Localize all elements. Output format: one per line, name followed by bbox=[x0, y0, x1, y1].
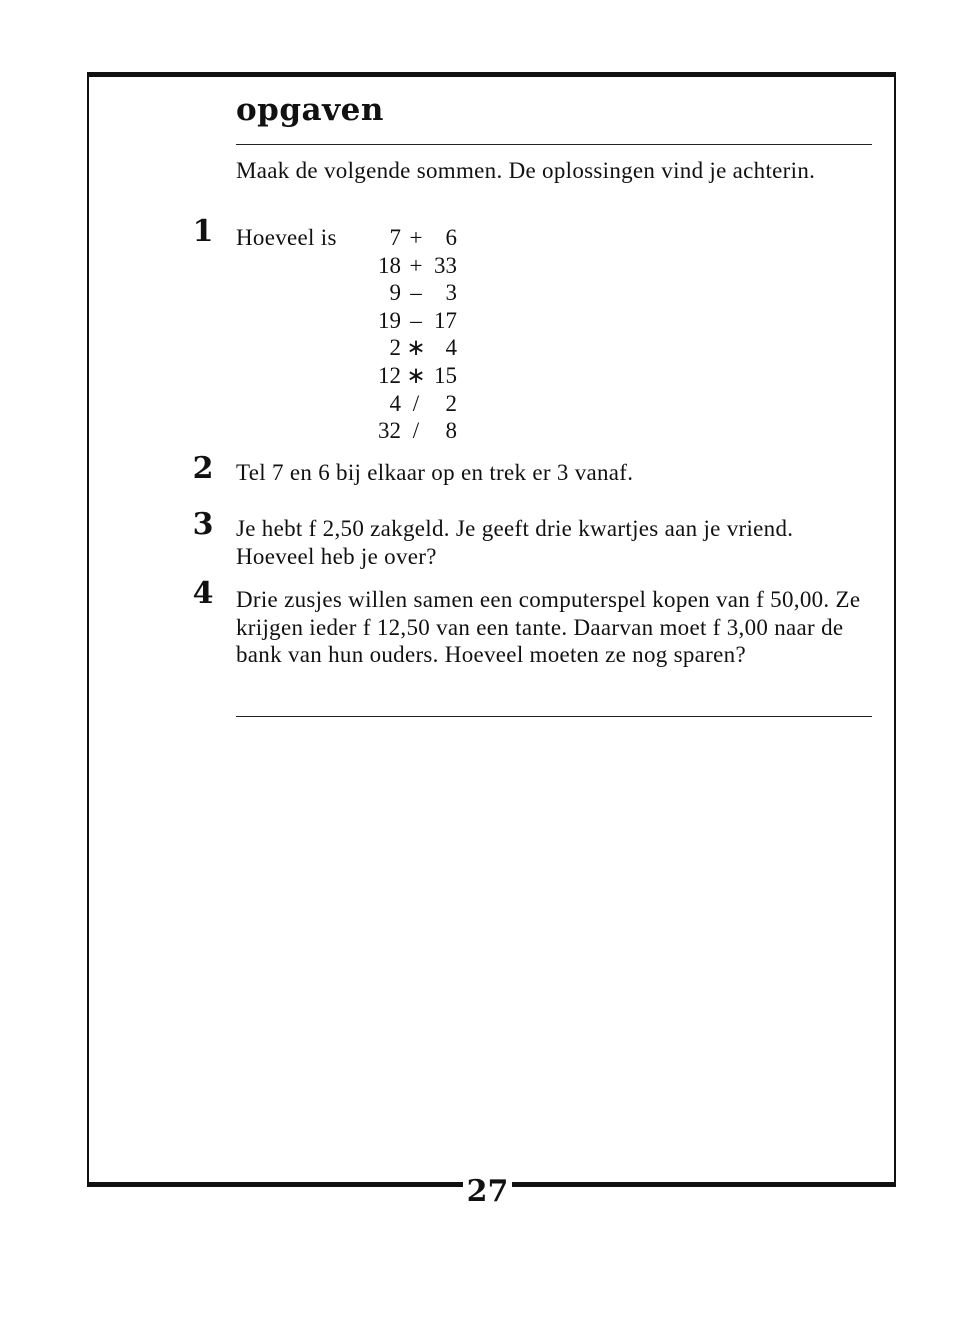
question-3-text: Je hebt f 2,50 zakgeld. Je geeft drie kwartjes aan je vriend. Hoeveel heb je over? bbox=[236, 516, 794, 569]
sum-row bbox=[372, 362, 457, 390]
sum-operand-a: 32 bbox=[378, 418, 401, 444]
sum-operator: + bbox=[409, 252, 423, 278]
end-divider bbox=[236, 716, 872, 717]
sum-operator: ∗ bbox=[406, 362, 426, 388]
sum-operator: + bbox=[409, 225, 423, 250]
sum-operand-b: 17 bbox=[434, 307, 457, 333]
sum-operand-b: 33 bbox=[434, 252, 457, 278]
sum-operator: / bbox=[412, 418, 420, 444]
title-divider bbox=[236, 144, 872, 145]
sum-operand-a: 18 bbox=[378, 252, 401, 278]
question-2-text: Tel 7 en 6 bij elkaar op en trek er 3 vanaf. bbox=[236, 460, 634, 485]
sum-operand-a: 12 bbox=[378, 362, 401, 388]
sum-row bbox=[372, 224, 457, 252]
sum-row bbox=[372, 307, 457, 335]
sum-operator: ∗ bbox=[406, 335, 426, 361]
question-1-label: Hoeveel is bbox=[236, 225, 337, 250]
question-number-3: 3 bbox=[192, 507, 214, 542]
sum-row bbox=[372, 390, 457, 418]
sum-operand-a: 4 bbox=[389, 390, 401, 416]
sum-operand-a: 2 bbox=[389, 335, 401, 361]
sum-row bbox=[372, 279, 457, 307]
page-number: 27 bbox=[466, 1174, 509, 1209]
question-number-2: 2 bbox=[192, 451, 214, 486]
sum-row bbox=[372, 417, 457, 445]
sum-operator: – bbox=[410, 280, 422, 306]
question-number-4: 4 bbox=[192, 576, 214, 611]
sum-operator: – bbox=[410, 307, 422, 333]
sum-operand-a: 7 bbox=[389, 225, 401, 250]
sum-operand-b: 8 bbox=[445, 418, 457, 444]
sum-operand-b: 4 bbox=[445, 335, 457, 361]
bottom-rule-right bbox=[512, 1182, 896, 1187]
sum-operand-a: 9 bbox=[389, 280, 401, 306]
intro-text: Maak de volgende sommen. De oplossingen vind je achterin. bbox=[236, 158, 816, 183]
sum-row bbox=[372, 334, 457, 362]
sum-operator: / bbox=[412, 390, 420, 416]
question-4-text: Drie zusjes willen samen een computerspel kopen van f 50,00. Ze krijgen ieder f 12,50 van een tante. Daarvan moet f 3,00 naar de bank van hun ouders. Hoeveel moeten ze nog sparen? bbox=[236, 587, 861, 667]
sum-operand-b: 2 bbox=[445, 390, 457, 416]
bottom-rule-left bbox=[87, 1182, 463, 1187]
sums-list bbox=[372, 224, 457, 445]
sum-operand-b: 6 bbox=[445, 225, 457, 250]
question-number-1: 1 bbox=[192, 214, 214, 249]
sum-operand-b: 3 bbox=[445, 280, 457, 306]
sum-operand-b: 15 bbox=[434, 362, 457, 388]
page-title: opgaven bbox=[236, 92, 384, 128]
sum-operand-a: 19 bbox=[378, 307, 401, 333]
sum-row bbox=[372, 252, 457, 280]
